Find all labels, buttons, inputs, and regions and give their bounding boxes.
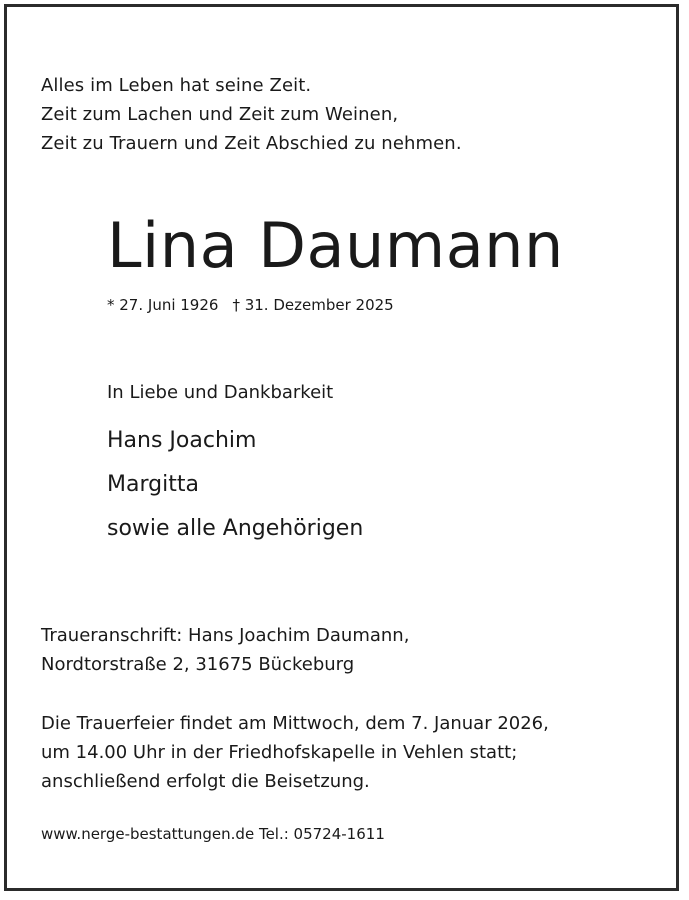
ceremony-info <box>41 709 549 796</box>
motto-line: Alles im Leben hat seine Zeit. <box>41 75 312 96</box>
death-date: † 31. Dezember 2025 <box>232 296 394 314</box>
ceremony-line: Die Trauerfeier findet am Mittwoch, dem 7. Januar 2026, <box>41 713 549 734</box>
mourning-address <box>41 621 409 679</box>
address-line: Nordtorstraße 2, 31675 Bückeburg <box>41 654 355 675</box>
deceased-name: Lina Daumann <box>107 209 564 282</box>
motto-verse <box>41 71 462 158</box>
ceremony-line: anschließend erfolgt die Beisetzung. <box>41 771 370 792</box>
motto-line: Zeit zu Trauern und Zeit Abschied zu nehmen. <box>41 133 462 154</box>
ceremony-line: um 14.00 Uhr in der Friedhofskapelle in Vehlen statt; <box>41 742 518 763</box>
gratitude-line: In Liebe und Dankbarkeit <box>107 382 334 403</box>
obituary-frame <box>4 4 679 891</box>
mourner-name: Hans Joachim <box>107 428 257 453</box>
address-line: Traueranschrift: Hans Joachim Daumann, <box>41 625 410 646</box>
mourner-name: sowie alle Angehörigen <box>107 516 364 541</box>
funeral-home-contact: www.nerge-bestattungen.de Tel.: 05724-1611 <box>41 825 385 843</box>
motto-line: Zeit zum Lachen und Zeit zum Weinen, <box>41 104 399 125</box>
mourner-list <box>107 419 363 551</box>
mourner-name: Margitta <box>107 472 199 497</box>
birth-date: * 27. Juni 1926 <box>107 296 219 314</box>
life-dates <box>107 294 394 316</box>
